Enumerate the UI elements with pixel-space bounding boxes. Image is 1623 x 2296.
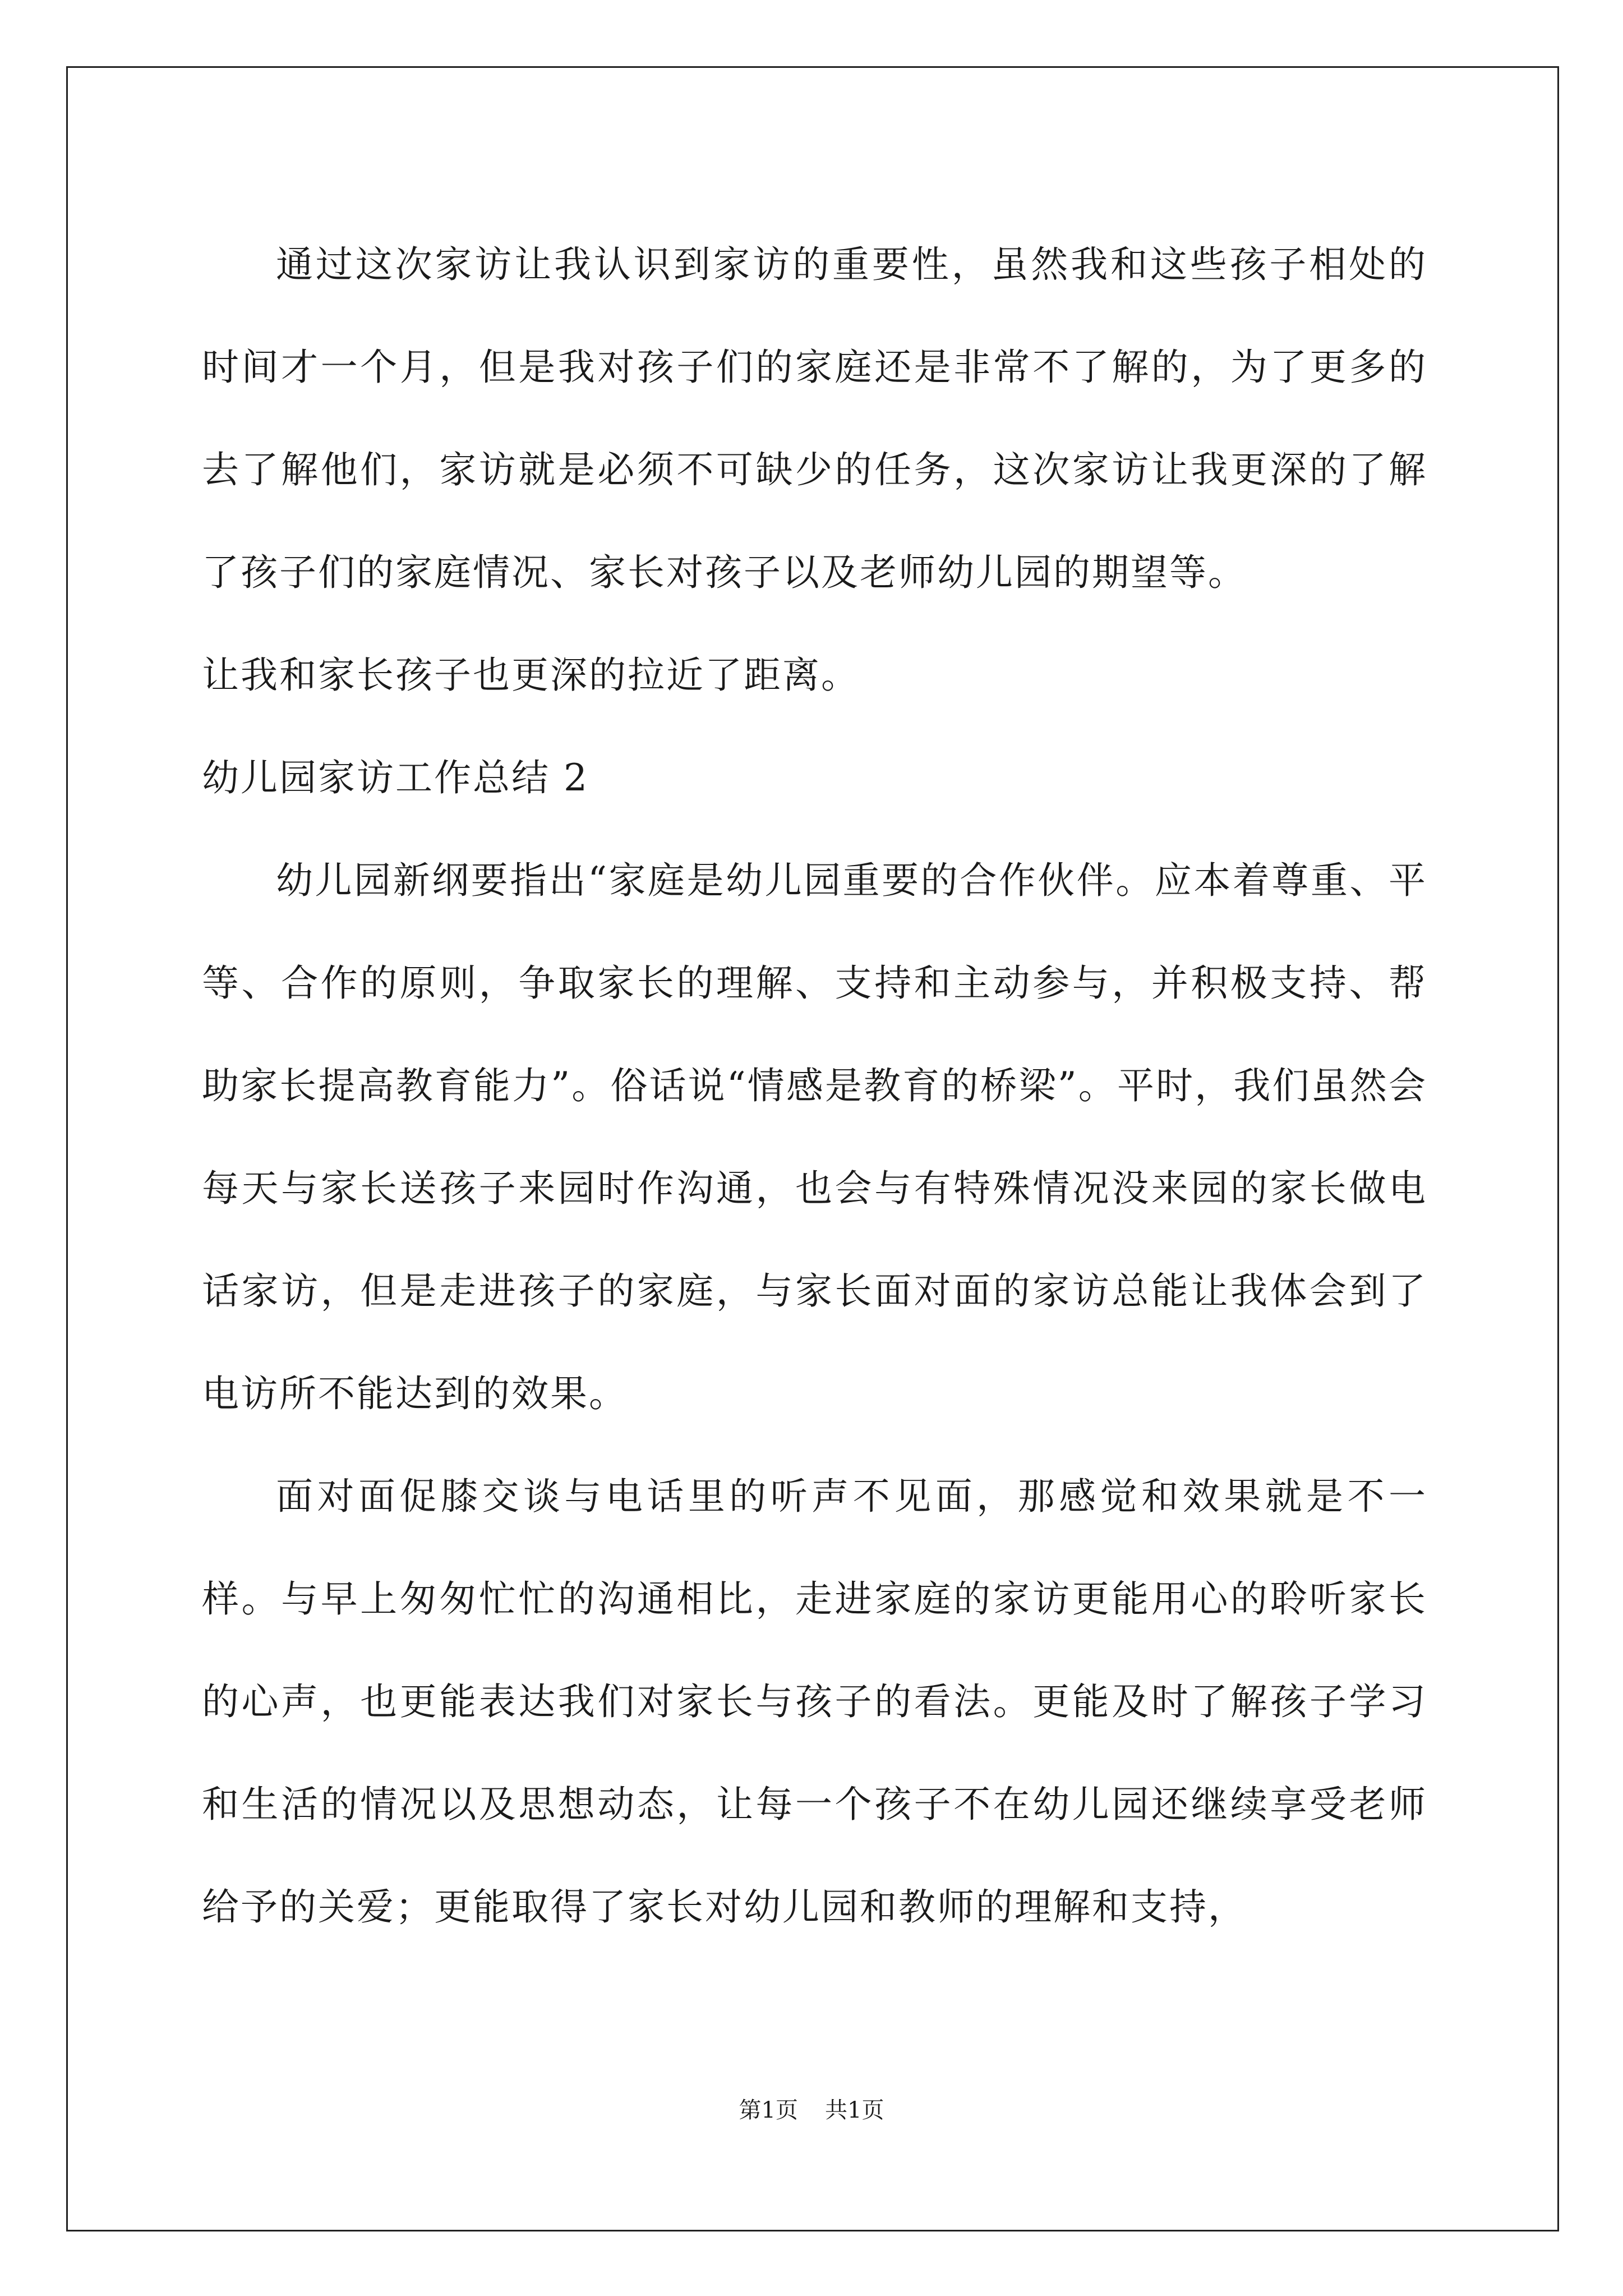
document-body	[202, 213, 1427, 1958]
paragraph-face-to-face: 面对面促膝交谈与电话里的听声不见面，那感觉和效果就是不一样。与早上匆匆忙忙的沟通相比，走进家庭的家访更能用心的聆听家长的心声，也更能表达我们对家长与孩子的看法。更能及时了解孩子学习和生活的情况以及思想动态，让每一个孩子不在幼儿园还继续享受老师给予的关爱；更能取得了家长对幼儿园和教师的理解和支持，	[202, 1475, 1427, 1929]
paragraph-new-guideline: 幼儿园新纲要指出“家庭是幼儿园重要的合作伙伴。应本着尊重、平等、合作的原则，争取家长的理解、支持和主动参与，并积极支持、帮助家长提高教育能力”。俗话说“情感是教育的桥梁”。平时，我们虽然会每天与家长送孩子来园时作沟通，也会与有特殊情况没来园的家长做电话家访，但是走进孩子的家庭，与家长面对面的家访总能让我体会到了电访所不能达到的效果。	[202, 859, 1427, 1415]
page-number: 第1页	[739, 2097, 798, 2123]
paragraph-closer-distance: 让我和家长孩子也更深的拉近了距离。	[202, 654, 860, 697]
paragraph-home-visit-importance: 通过这次家访让我认识到家访的重要性，虽然我和这些孩子相处的时间才一个月，但是我对孩子们的家庭还是非常不了解的，为了更多的去了解他们，家访就是必须不可缺少的任务，这次家访让我更深的了解了孩子们的家庭情况、家长对孩子以及老师幼儿园的期望等。	[202, 243, 1427, 594]
page-total: 共1页	[825, 2097, 884, 2123]
section-title: 幼儿园家访工作总结 2	[202, 756, 589, 799]
page-footer	[0, 2096, 1623, 2124]
